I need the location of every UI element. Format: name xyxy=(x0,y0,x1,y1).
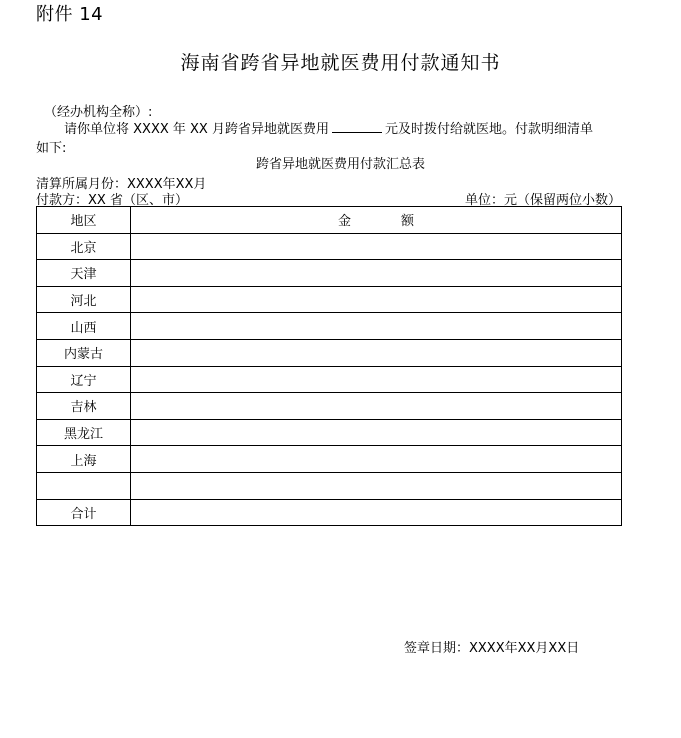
notice-body-continued: 如下: xyxy=(36,141,67,156)
header-amount xyxy=(131,207,622,234)
amount-cell xyxy=(131,366,622,393)
table-row xyxy=(37,286,622,313)
region-cell: 天津 xyxy=(37,260,131,287)
summary-table xyxy=(36,206,622,526)
region-cell: 河北 xyxy=(37,286,131,313)
sign-date: 签章日期：XXXX年XX月XX日 xyxy=(404,641,580,656)
notice-body-line xyxy=(64,118,593,137)
region-cell: 辽宁 xyxy=(37,366,131,393)
amount-cell xyxy=(131,393,622,420)
amount-cell xyxy=(131,419,622,446)
table-total-row xyxy=(37,499,622,526)
region-cell: 吉林 xyxy=(37,393,131,420)
document-title: 海南省跨省异地就医费用付款通知书 xyxy=(180,52,501,74)
region-cell: 黑龙江 xyxy=(37,419,131,446)
total-amount-cell xyxy=(131,499,622,526)
amount-cell xyxy=(131,339,622,366)
amount-blank xyxy=(332,120,382,133)
table-row xyxy=(37,393,622,420)
table-row xyxy=(37,446,622,473)
unit-label: 单位：元（保留两位小数） xyxy=(464,193,621,208)
org-name-line: （经办机构全称）: xyxy=(44,105,153,120)
table-header-row xyxy=(37,207,622,234)
region-cell: 山西 xyxy=(37,313,131,340)
table-row xyxy=(37,419,622,446)
table-row xyxy=(37,313,622,340)
region-cell xyxy=(37,472,131,499)
notice-body-text-before: 请你单位将 XXXX 年 XX 月跨省异地就医费用 xyxy=(64,122,329,137)
amount-cell xyxy=(131,313,622,340)
region-cell: 内蒙古 xyxy=(37,339,131,366)
region-cell: 北京 xyxy=(37,233,131,260)
table-row xyxy=(37,472,622,499)
amount-cell xyxy=(131,286,622,313)
header-amount-char-2: 额 xyxy=(401,214,415,230)
amount-cell xyxy=(131,472,622,499)
attachment-label: 附件 14 xyxy=(36,4,104,25)
table-row xyxy=(37,366,622,393)
amount-cell xyxy=(131,233,622,260)
payer-label: 付款方：XX 省（区、市） xyxy=(36,193,188,208)
summary-table-title: 跨省异地就医费用付款汇总表 xyxy=(255,157,425,172)
table-row xyxy=(37,233,622,260)
header-amount-char-1: 金 xyxy=(337,214,351,230)
notice-body-text-after: 元及时拨付给就医地。付款明细清单 xyxy=(384,122,593,137)
total-label-cell: 合计 xyxy=(37,499,131,526)
table-row xyxy=(37,260,622,287)
amount-cell xyxy=(131,446,622,473)
table-row xyxy=(37,339,622,366)
region-cell: 上海 xyxy=(37,446,131,473)
settlement-month: 清算所属月份：XXXX年XX月 xyxy=(36,177,207,192)
amount-cell xyxy=(131,260,622,287)
header-region: 地区 xyxy=(37,207,131,234)
